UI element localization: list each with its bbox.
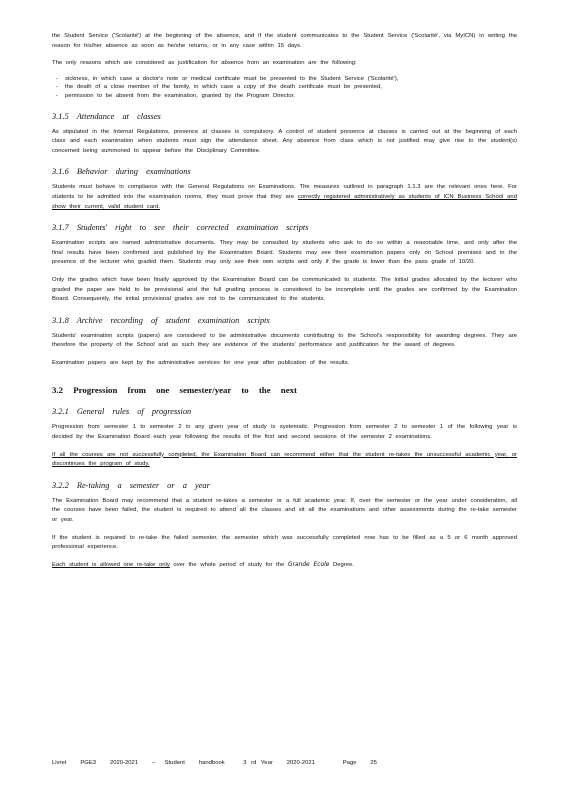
retake-rule-text: over the whole period of study for the — [169, 561, 288, 568]
section-heading-3-1-5: 3.1.5 Attendance at classes — [52, 111, 161, 121]
section-heading-3-1-8: 3.1.8 Archive recording of student examination scripts — [52, 315, 270, 325]
intro-paragraph-1: the Student Service ('Scolarité') at the beginning of the absence, and if the student communicates to the Student Service ('Scolarité', via MyICN) in writing the reason for his/her absence as soon as he/she returns, or in any case within 15 days. — [52, 33, 517, 49]
page-number: Page 25 — [342, 760, 377, 766]
intro-paragraph-2: The only reasons which are considered as justification for absence from an examination are the following: — [52, 60, 357, 67]
archive-paragraph-1: Students' examination scripts (papers) are considered to be administrative documents contributing to the School's responsibility for awarding degrees. They are therefore the property of the School and as such they are evidence of the students' performance and justification for the award of degrees. — [52, 332, 517, 349]
retake-rule-underlined: Each student is allowed one re-take only — [52, 561, 170, 568]
list-item: - sickness, in which case a doctor's note or medical certificate must be presented to the Student Service ('Scolarité'), — [56, 75, 517, 84]
retake-rule-end: Degree. — [329, 561, 354, 568]
archive-paragraph-2: Examination papers are kept by the administrative services for one year after publication of the results. — [52, 359, 350, 366]
progression-paragraph-1: Progression from semester 1 to semester 2 in any given year of study is systematic. Progression from semester 2 to semester 1 of the following year is decided by the Examination Board each year following the results of the first and second sessions of the semester 2 examinations. — [52, 424, 517, 441]
retake-paragraph-2: If the student is required to re-take the failed semester, the semester which was successfully completed now has to be filled as a 5 or 6 month approved professional experience. — [52, 534, 517, 551]
list-item: - permission to be absent from the examination, granted by the Program Director. — [56, 92, 517, 101]
section-heading-3-2-1: 3.2.1 General rules of progression — [52, 407, 192, 417]
section-heading-3-1-7: 3.1.7 Students' right to see their corrected examination scripts — [52, 223, 309, 233]
section-heading-3-1-6: 3.1.6 Behavior during examinations — [52, 167, 191, 177]
footer-left: Livret PGE3 2020-2021 — [52, 760, 139, 766]
degree-name: Grande Ecole — [287, 561, 330, 568]
behavior-paragraph — [52, 183, 517, 212]
retake-paragraph-3 — [52, 561, 517, 571]
behavior-text: Students must behave in compliance with the General Regulations on Examinations. The measures outlined in paragraph 1.1.3 are the relevant ones here. For students to be admitted into the examination rooms, they must prove that they are — [52, 184, 517, 200]
list-item: - the death of a close member of the family, in which case a copy of the death certificate must be presented, — [56, 83, 517, 92]
behavior-underlined-text: correctly registered administratively as students of ICN Business School and show their current, valid student card. — [52, 193, 517, 210]
scripts-paragraph-1: Examination scripts are named administrative documents. They may be consulted by students who ask to do so within a reasonable time, and only after the final results have been confirmed and published by the Examination Board. Students may see their examination papers only on School premises and in the presence of the lecturer who graded them. Students may only see their own scripts and only if the grade is lower than the pass grade of 10/20. — [52, 240, 517, 266]
progression-paragraph-2: If all the courses are not successfully completed, the Examination Board can recommend either that the student re-takes the unsuccessful academic year, or discontinues the program of study. — [52, 451, 517, 468]
absence-reasons-list — [56, 75, 517, 101]
footer-middle: – Student handbook 3 rd Year 2020-2021 — [152, 760, 315, 766]
section-heading-3-2-2: 3.2.2 Re-taking a semester or a year — [52, 480, 210, 490]
section-heading-3-2: 3.2 Progression from one semester/year to the next — [52, 385, 297, 396]
scripts-paragraph-2: Only the grades which have been finally approved by the Examination Board can be communicated to students. The initial grades allocated by the lecturer who graded the paper are held to be provisional and the full grading process is considered to be incomplete until the grades are confirmed by the Examination Board. Consequently, the initial provisional grades are not to be communicated to the students. — [52, 276, 517, 303]
attendance-paragraph: As stipulated in the Internal Regulations, presence at classes is compulsory. A control of student presence at classes is carried out at the beginning of each class and each examination when students must sign the attendance sheet. Any absence from class which is not justified may give rise to the student(s) concerned being summoned to appear before the Disciplinary Committee. — [52, 128, 517, 154]
retake-paragraph-1: The Examination Board may recommend that a student re-takes a semester or a full academic year. If, over the semester or the year under consideration, all the courses have been failed, the student is required to attend all the classes and sit all the examinations and other assessments during the re-take semester or year. — [52, 497, 517, 524]
page-footer — [52, 760, 377, 766]
